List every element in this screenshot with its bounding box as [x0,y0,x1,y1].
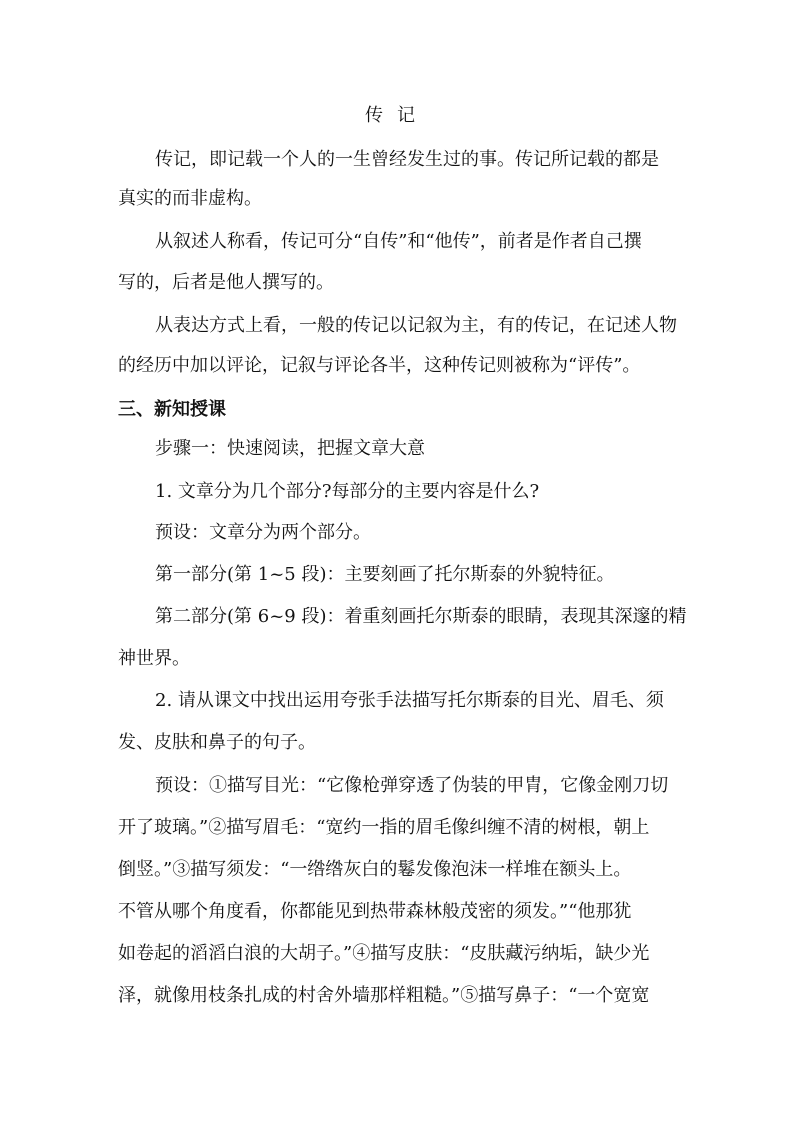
paragraph-line: 从叙述人称看，传记可分“自传”和“他传”，前者是作者自己撰 [155,231,642,252]
answer-line: 预设：文章分为两个部分。 [155,522,371,543]
paragraph-line: 写的，后者是他人撰写的。 [118,272,334,293]
question-line: 1. 文章分为几个部分?每部分的主要内容是什么? [155,481,540,502]
paragraph-line: 传记，即记载一个人的一生曾经发生过的事。传记所记载的都是 [155,149,659,170]
paragraph-line: 从表达方式上看，一般的传记以记叙为主，有的传记，在记述人物 [155,315,677,336]
paragraph-line: 的经历中加以评论，记叙与评论各半，这种传记则被称为“评传”。 [118,355,641,376]
answer-line: 如卷起的滔滔白浪的大胡子。”④描写皮肤：“皮肤藏污纳垢，缺少光 [118,943,650,964]
answer-line: 第一部分(第 1~5 段)：主要刻画了托尔斯泰的外貌特征。 [155,564,615,585]
question-line: 2. 请从课文中找出运用夸张手法描写托尔斯泰的目光、眉毛、须 [155,690,664,711]
question-line: 发、皮肤和鼻子的句子。 [118,732,316,753]
answer-line: 预设：①描写目光：“它像枪弹穿透了伪装的甲胄，它像金刚刀切 [155,775,669,796]
answer-line: 倒竖。”③描写须发：“一绺绺灰白的鬈发像泡沫一样堆在额头上。 [118,859,632,880]
answer-line: 第二部分(第 6~9 段)：着重刻画托尔斯泰的眼睛，表现其深邃的精 [155,606,687,627]
answer-line: 神世界。 [118,648,190,669]
step-heading: 步骤一：快速阅读，把握文章大意 [155,438,425,459]
answer-line: 开了玻璃。”②描写眉毛：“宽约一指的眉毛像纠缠不清的树根，朝上 [118,817,650,838]
answer-line: 泽，就像用枝条扎成的村舍外墙那样粗糙。”⑤描写鼻子：“一个宽宽 [118,985,650,1006]
document-title: 传记 [365,105,429,126]
section-heading: 三、新知授课 [118,399,226,420]
paragraph-line: 真实的而非虚构。 [118,188,262,209]
answer-line: 不管从哪个角度看，你都能见到热带森林般茂密的须发。”“他那犹 [118,901,632,922]
